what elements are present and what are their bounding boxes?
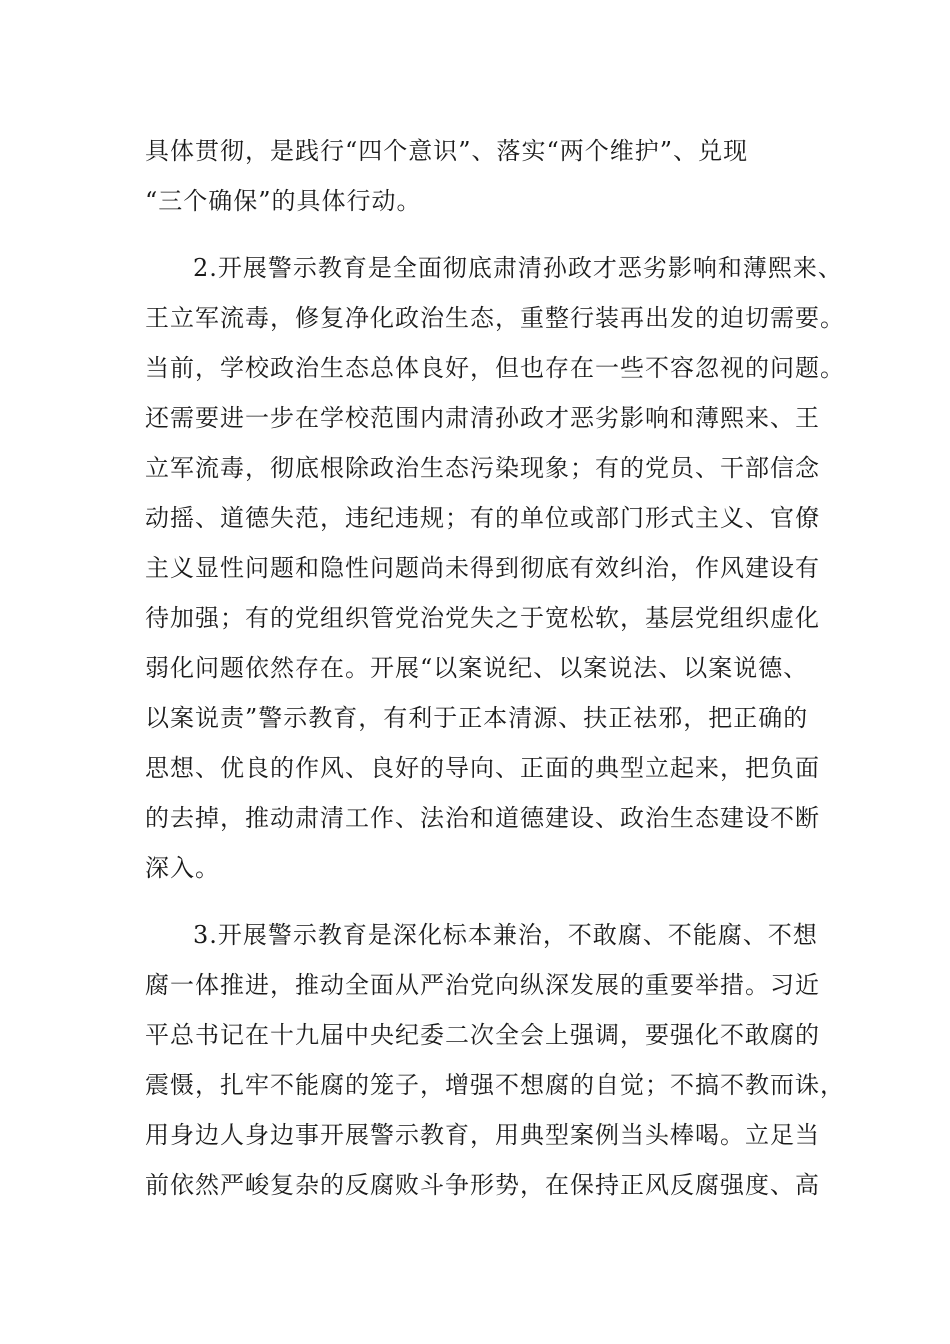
text-line: “三个确保”的具体行动。 — [145, 187, 422, 215]
text-line: 弱化问题依然存在。开展“以案说纪、以案说法、以案说德、 — [145, 654, 809, 682]
text-line: 震慑，扎牢不能腐的笼子，增强不想腐的自觉；不搞不教而诛， — [145, 1071, 845, 1099]
text-line: 以案说责”警示教育，有利于正本清源、扶正祛邪，把正确的 — [145, 704, 809, 732]
text-line: 前依然严峻复杂的反腐败斗争形势，在保持正风反腐强度、高 — [145, 1171, 820, 1199]
paragraph-3-first-line: 3.开展警示教育是深化标本兼治，不敢腐、不能腐、不想 — [193, 921, 818, 949]
text-line: 的去掉，推动肃清工作、法治和道德建设、政治生态建设不断 — [145, 804, 820, 832]
text-line: 待加强；有的党组织管党治党失之于宽松软，基层党组织虚化 — [145, 604, 820, 632]
text-line: 腐一体推进，推动全面从严治党向纵深发展的重要举措。习近 — [145, 971, 820, 999]
text-line: 动摇、道德失范，违纪违规；有的单位或部门形式主义、官僚 — [145, 504, 820, 532]
text-line: 深入。 — [145, 854, 220, 882]
text-line: 平总书记在十九届中央纪委二次全会上强调，要强化不敢腐的 — [145, 1021, 820, 1049]
text-line: 王立军流毒，修复净化政治生态，重整行装再出发的迫切需要。 — [145, 304, 845, 332]
text-line: 用身边人身边事开展警示教育，用典型案例当头棒喝。立足当 — [145, 1121, 820, 1149]
text-line: 立军流毒，彻底根除政治生态污染现象；有的党员、干部信念 — [145, 454, 820, 482]
text-line: 思想、优良的作风、良好的导向、正面的典型立起来，把负面 — [145, 754, 820, 782]
text-line: 主义显性问题和隐性问题尚未得到彻底有效纠治，作风建设有 — [145, 554, 820, 582]
text-line: 还需要进一步在学校范围内肃清孙政才恶劣影响和薄熙来、王 — [145, 404, 820, 432]
text-line: 当前，学校政治生态总体良好，但也存在一些不容忽视的问题。 — [145, 354, 845, 382]
paragraph-2-first-line: 2.开展警示教育是全面彻底肃清孙政才恶劣影响和薄熙来、 — [193, 254, 843, 282]
text-line: 具体贯彻，是践行“四个意识”、落实“两个维护”、兑现 — [145, 137, 749, 165]
